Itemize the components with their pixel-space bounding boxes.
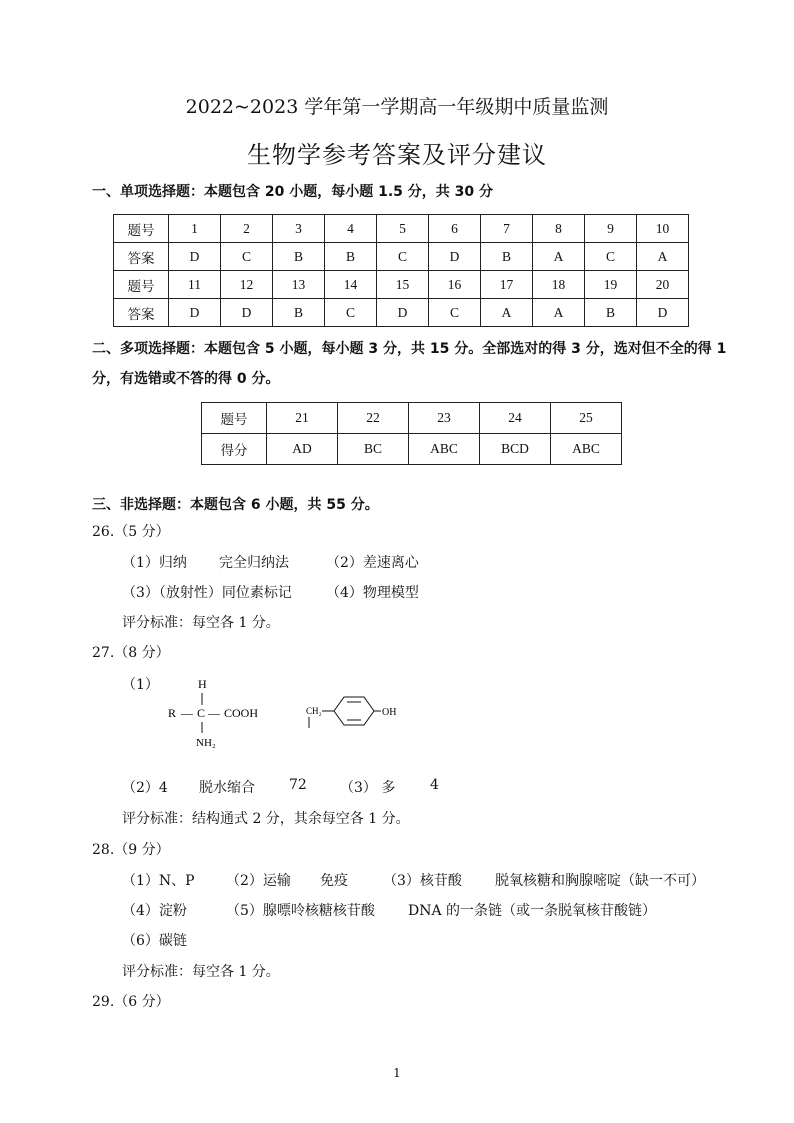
amino-acid-formula: [160, 672, 410, 752]
formula-h: H: [198, 677, 207, 691]
table-row-header: 题号: [202, 403, 267, 434]
table-row-header: 题号: [114, 215, 169, 243]
single-choice-table: [113, 214, 689, 327]
table-cell: AD: [267, 434, 338, 465]
table-cell: 7: [481, 215, 533, 243]
table-cell: BCD: [480, 434, 551, 465]
section1-heading: 一、单项选择题：本题包含 20 小题，每小题 1.5 分，共 30 分: [92, 184, 494, 200]
table-row-header: 答案: [114, 299, 169, 327]
q27-answer-2: （2）4: [122, 780, 168, 796]
table-cell: 15: [377, 271, 429, 299]
table-cell: B: [273, 243, 325, 271]
q28-answer-4: （4）淀粉: [122, 903, 187, 919]
q28-answer-3: （3）核苷酸: [383, 873, 462, 889]
q26-label: 26.（5 分）: [92, 524, 170, 540]
q26-answer-2: （2）差速离心: [326, 555, 419, 571]
table-cell: C: [221, 243, 273, 271]
table-row-header: 答案: [114, 243, 169, 271]
q27-label: 27.（8 分）: [92, 645, 170, 661]
table-cell: ABC: [409, 434, 480, 465]
section3-heading: 三、非选择题：本题包含 6 小题，共 55 分。: [92, 497, 379, 513]
table-row: [114, 215, 689, 243]
table-cell: 2: [221, 215, 273, 243]
q28-scoring-note: 评分标准：每空各 1 分。: [122, 964, 280, 980]
table-cell: C: [429, 299, 481, 327]
formula-c: C: [197, 706, 206, 720]
table-row: [114, 299, 689, 327]
q27-scoring-note: 评分标准：结构通式 2 分，其余每空各 1 分。: [122, 811, 410, 827]
table-cell: 16: [429, 271, 481, 299]
formula-r: R: [168, 706, 177, 720]
q28-answer-6: （6）碳链: [122, 933, 187, 949]
table-cell: 17: [481, 271, 533, 299]
table-cell: A: [533, 243, 585, 271]
q27-part1-label: （1）: [122, 677, 159, 693]
formula-nh2: NH₂: [196, 737, 216, 749]
q28-answer-2: （2）运输: [226, 873, 291, 889]
table-cell: C: [377, 243, 429, 271]
q28-answer-5: （5）腺嘌呤核糖核苷酸: [226, 903, 375, 919]
table-cell: ABC: [551, 434, 622, 465]
table-cell: 5: [377, 215, 429, 243]
table-cell: 22: [338, 403, 409, 434]
table-cell: A: [637, 243, 689, 271]
table-cell: 3: [273, 215, 325, 243]
table-cell: D: [429, 243, 481, 271]
table-cell: 9: [585, 215, 637, 243]
table-row: [202, 403, 622, 434]
table-cell: B: [273, 299, 325, 327]
formula-dash2: —: [208, 706, 220, 720]
q26-answer-3: （3）（放射性）同位素标记: [122, 585, 292, 601]
table-cell: C: [325, 299, 377, 327]
table-cell: BC: [338, 434, 409, 465]
q26-scoring-note: 评分标准：每空各 1 分。: [122, 615, 280, 631]
table-cell: 19: [585, 271, 637, 299]
table-cell: 10: [637, 215, 689, 243]
ring-ch2: CH₂: [306, 706, 322, 716]
table-row-header: 得分: [202, 434, 267, 465]
table-row: [114, 271, 689, 299]
table-cell: A: [533, 299, 585, 327]
table-cell: 4: [325, 215, 377, 243]
table-cell: D: [169, 299, 221, 327]
table-cell: 13: [273, 271, 325, 299]
q27-answer-3b: 4: [430, 777, 439, 793]
q26-answer-1b: 完全归纳法: [219, 555, 289, 571]
table-cell: 21: [267, 403, 338, 434]
section2-heading-line2: 分，有选错或不答的得 0 分。: [92, 371, 280, 387]
formula-dash1: —: [181, 706, 193, 720]
q28-answer-3b: 脱氧核糖和胸腺嘧啶（缺一不可）: [495, 873, 705, 889]
table-cell: 8: [533, 215, 585, 243]
table-cell: 18: [533, 271, 585, 299]
table-cell: C: [585, 243, 637, 271]
q28-answer-2b: 免疫: [320, 873, 348, 889]
q29-label: 29.（6 分）: [92, 994, 170, 1010]
q27-answer-2b: 脱水缩合: [199, 780, 255, 796]
ring-oh: OH: [382, 707, 397, 718]
q27-answer-2c: 72: [289, 777, 307, 793]
table-row: [114, 243, 689, 271]
table-cell: 12: [221, 271, 273, 299]
table-cell: 25: [551, 403, 622, 434]
table-cell: D: [169, 243, 221, 271]
table-cell: D: [637, 299, 689, 327]
table-cell: 6: [429, 215, 481, 243]
benzene-ring: [334, 697, 374, 725]
table-cell: D: [377, 299, 429, 327]
page-title: 2022~2023 学年第一学期高一年级期中质量监测: [185, 96, 609, 118]
table-cell: A: [481, 299, 533, 327]
table-cell: B: [481, 243, 533, 271]
table-cell: D: [221, 299, 273, 327]
table-cell: 14: [325, 271, 377, 299]
page-subtitle: 生物学参考答案及评分建议: [247, 141, 547, 169]
table-cell: 20: [637, 271, 689, 299]
table-cell: 23: [409, 403, 480, 434]
page-number: 1: [393, 1066, 401, 1080]
q28-label: 28.（9 分）: [92, 842, 170, 858]
table-cell: 1: [169, 215, 221, 243]
table-row: [202, 434, 622, 465]
q26-answer-1: （1）归纳: [122, 555, 187, 571]
table-cell: 24: [480, 403, 551, 434]
q28-answer-1: （1）N、P: [122, 873, 195, 889]
q27-answer-3: （3） 多: [340, 780, 396, 796]
table-cell: 11: [169, 271, 221, 299]
q28-answer-5b: DNA 的一条链（或一条脱氧核苷酸链）: [408, 903, 657, 919]
table-row-header: 题号: [114, 271, 169, 299]
q26-answer-4: （4）物理模型: [326, 585, 419, 601]
table-cell: B: [325, 243, 377, 271]
multi-choice-table: [201, 402, 622, 465]
table-cell: B: [585, 299, 637, 327]
section2-heading-line1: 二、多项选择题：本题包含 5 小题，每小题 3 分，共 15 分。全部选对的得 3 分，选对但不全的得 1: [92, 341, 727, 357]
formula-cooh: COOH: [224, 706, 259, 720]
